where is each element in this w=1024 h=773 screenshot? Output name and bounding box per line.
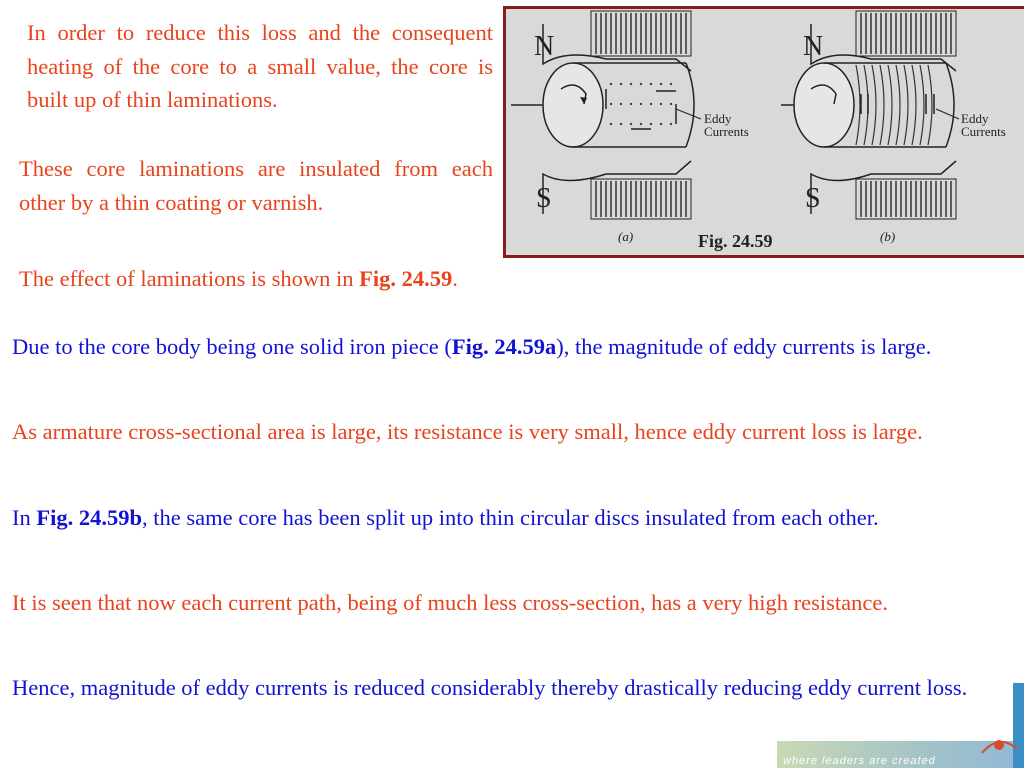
pole-south-b: S xyxy=(805,183,821,214)
figure-reference-prefix: The effect of laminations is shown in xyxy=(19,266,360,291)
eddy-current-figure xyxy=(503,6,1024,258)
eddy-label-a-line1: Eddy xyxy=(704,111,732,126)
intro-paragraph-laminations: In order to reduce this loss and the consequent heating of the core to a small value, the core is built up of thin laminations. xyxy=(27,20,493,112)
eddy-label-b-line1: Eddy xyxy=(961,111,989,126)
paragraph-split-core xyxy=(12,501,1006,535)
figure-reference-suffix: . xyxy=(452,266,458,291)
footer-logo xyxy=(777,683,1024,768)
paragraph-cross-section: As armature cross-sectional area is large, its resistance is very small, hence eddy current loss is large. xyxy=(12,419,923,444)
figure-reference-b: Fig. 24.59b xyxy=(36,505,143,530)
figure-reference: Fig. 24.59 xyxy=(359,266,453,291)
diagram-b xyxy=(781,11,1006,244)
diagram-a xyxy=(511,11,749,244)
solid-core-prefix: Due to the core body being one solid iron piece ( xyxy=(12,334,452,359)
paragraph-conclusion: Hence, magnitude of eddy currents is reduced considerably thereby drastically reducing eddy current loss. xyxy=(12,675,968,700)
paragraph-solid-core xyxy=(12,330,1006,364)
label-b: (b) xyxy=(880,229,896,244)
pole-north-b: N xyxy=(803,31,824,62)
pole-north-a: N xyxy=(534,31,555,62)
figure-caption: Fig. 24.59 xyxy=(698,231,773,251)
label-a: (a) xyxy=(618,229,634,244)
intro-paragraph-insulation: These core laminations are insulated from each other by a thin coating or varnish. xyxy=(19,156,493,215)
solid-core-suffix: ), the magnitude of eddy currents is large. xyxy=(556,334,932,359)
pole-south-a: S xyxy=(536,183,552,214)
split-core-prefix: In xyxy=(12,505,37,530)
split-core-suffix: , the same core has been split up into thin circular discs insulated from each other. xyxy=(142,505,879,530)
intro-paragraph-figure-reference xyxy=(19,262,619,296)
eddy-label-a-line2: Currents xyxy=(704,124,749,139)
paragraph-current-path: It is seen that now each current path, being of much less cross-section, has a very high resistance. xyxy=(12,590,888,615)
footer-tagline: where leaders are created xyxy=(783,755,936,767)
figure-reference-a: Fig. 24.59a xyxy=(451,334,557,359)
eddy-label-b-line2: Currents xyxy=(961,124,1006,139)
